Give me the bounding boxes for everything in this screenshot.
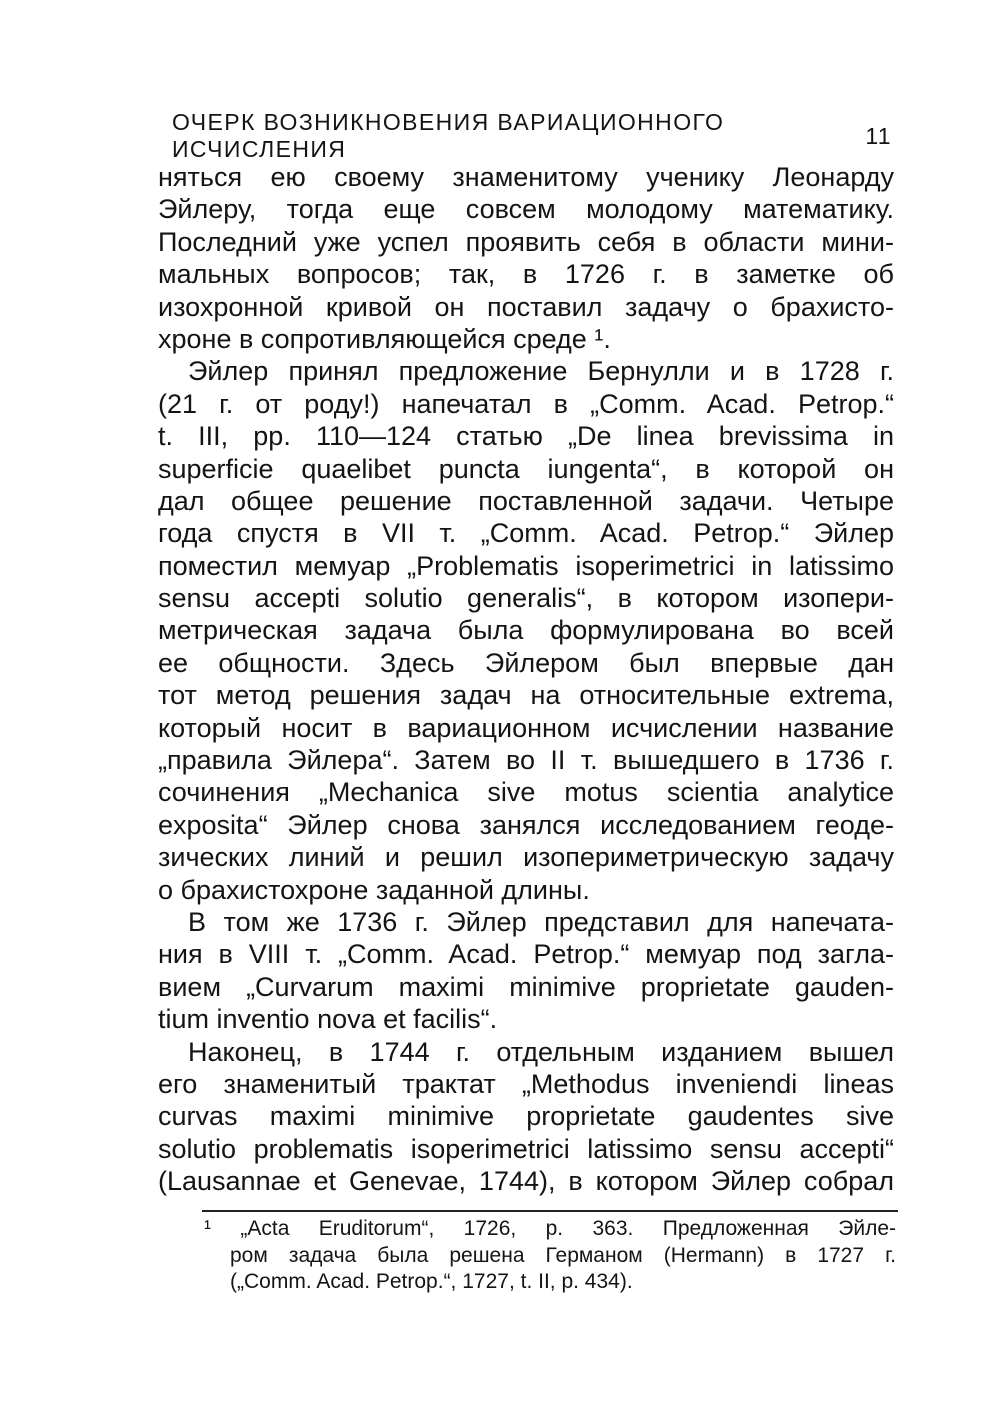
text-line: метрическая задача была формулирована во всей [158,615,894,646]
text-line: мальных вопросов; так, в 1726 г. в заметке об [158,259,894,290]
text-line: (Lausannae et Genevae, 1744), в котором Эйлер собрал [158,1166,894,1197]
text-line: года спустя в VII т. „Comm. Acad. Petrop.“ Эйлер [158,518,894,549]
text-line: ния в VIII т. „Comm. Acad. Petrop.“ мемуар под загла- [158,939,894,970]
footnote [204,1216,896,1296]
text-line: solutio problematis isoperimetrici latissimo sensu accepti“ [158,1133,894,1164]
running-header [172,109,892,162]
text-line: Наконец, в 1744 г. отдельным изданием вышел [188,1036,894,1067]
text-line: няться ею своему знаменитому ученику Леонарду [158,162,894,192]
text-line: хроне в сопротивляющейся среде ¹. [158,323,611,354]
text-line: поместил мемуар „Problematis isoperimetrici in latissimo [158,550,894,581]
text-line: дал общее решение поставленной задачи. Четыре [158,485,894,516]
text-line: о брахистохроне заданной длины. [158,874,590,905]
text-line: ее общности. Здесь Эйлером был впервые дан [158,647,894,678]
text-line: вием „Curvarum maximi minimive proprietate gauden- [158,971,894,1002]
text-line: Эйлеру, тогда еще совсем молодому математику. [158,194,894,225]
text-line: „правила Эйлера“. Затем во II т. вышедшего в 1736 г. [158,745,894,776]
text-line: t. III, pp. 110—124 статью „De linea brevissima in [158,421,894,452]
text-line: сочинения „Mechanica sive motus scientia analytice [158,777,894,808]
text-line: Последний уже успел проявить себя в области мини- [158,226,894,257]
text-line: (21 г. от роду!) напечатал в „Comm. Acad. Petrop.“ [158,388,894,419]
text-line: зических линий и решил изопериметрическую задачу [158,842,894,873]
footnote-divider [202,1210,898,1212]
text-line: tium inventio nova et facilis“. [158,1004,498,1035]
footnote-line: ¹ „Acta Eruditorum“, 1726, p. 363. Предложенная Эйле- [204,1217,896,1240]
text-line: curvas maximi minimive proprietate gaudentes sive [158,1101,894,1132]
text-line: В том же 1736 г. Эйлер представил для напечата- [188,906,894,937]
footnote-line: („Comm. Acad. Petrop.“, 1727, t. II, p. 434). [230,1270,633,1293]
text-line: тот метод решения задач на относительные extrema, [158,680,894,711]
main-text [158,161,894,1198]
text-line: изохронной кривой он поставил задачу о брахисто- [158,291,894,322]
text-line: superficie quaelibet puncta iungenta“, в которой он [158,453,894,484]
page-number: 11 [865,122,892,149]
text-line: Эйлер принял предложение Бернулли и в 1728 г. [188,356,894,387]
text-line: который носит в вариационном исчислении название [158,712,894,743]
text-line: его знаменитый трактат „Methodus inveniendi lineas [158,1068,894,1099]
running-title: ОЧЕРК ВОЗНИКНОВЕНИЯ ВАРИАЦИОННОГО ИСЧИСЛЕНИЯ [172,109,725,162]
text-line: exposita“ Эйлер снова занялся исследованием геоде- [158,809,894,840]
footnote-line: ром задача была решена Германом (Hermann) в 1727 г. [230,1243,896,1267]
text-line: sensu accepti solutio generalis“, в котором изопери- [158,583,894,614]
